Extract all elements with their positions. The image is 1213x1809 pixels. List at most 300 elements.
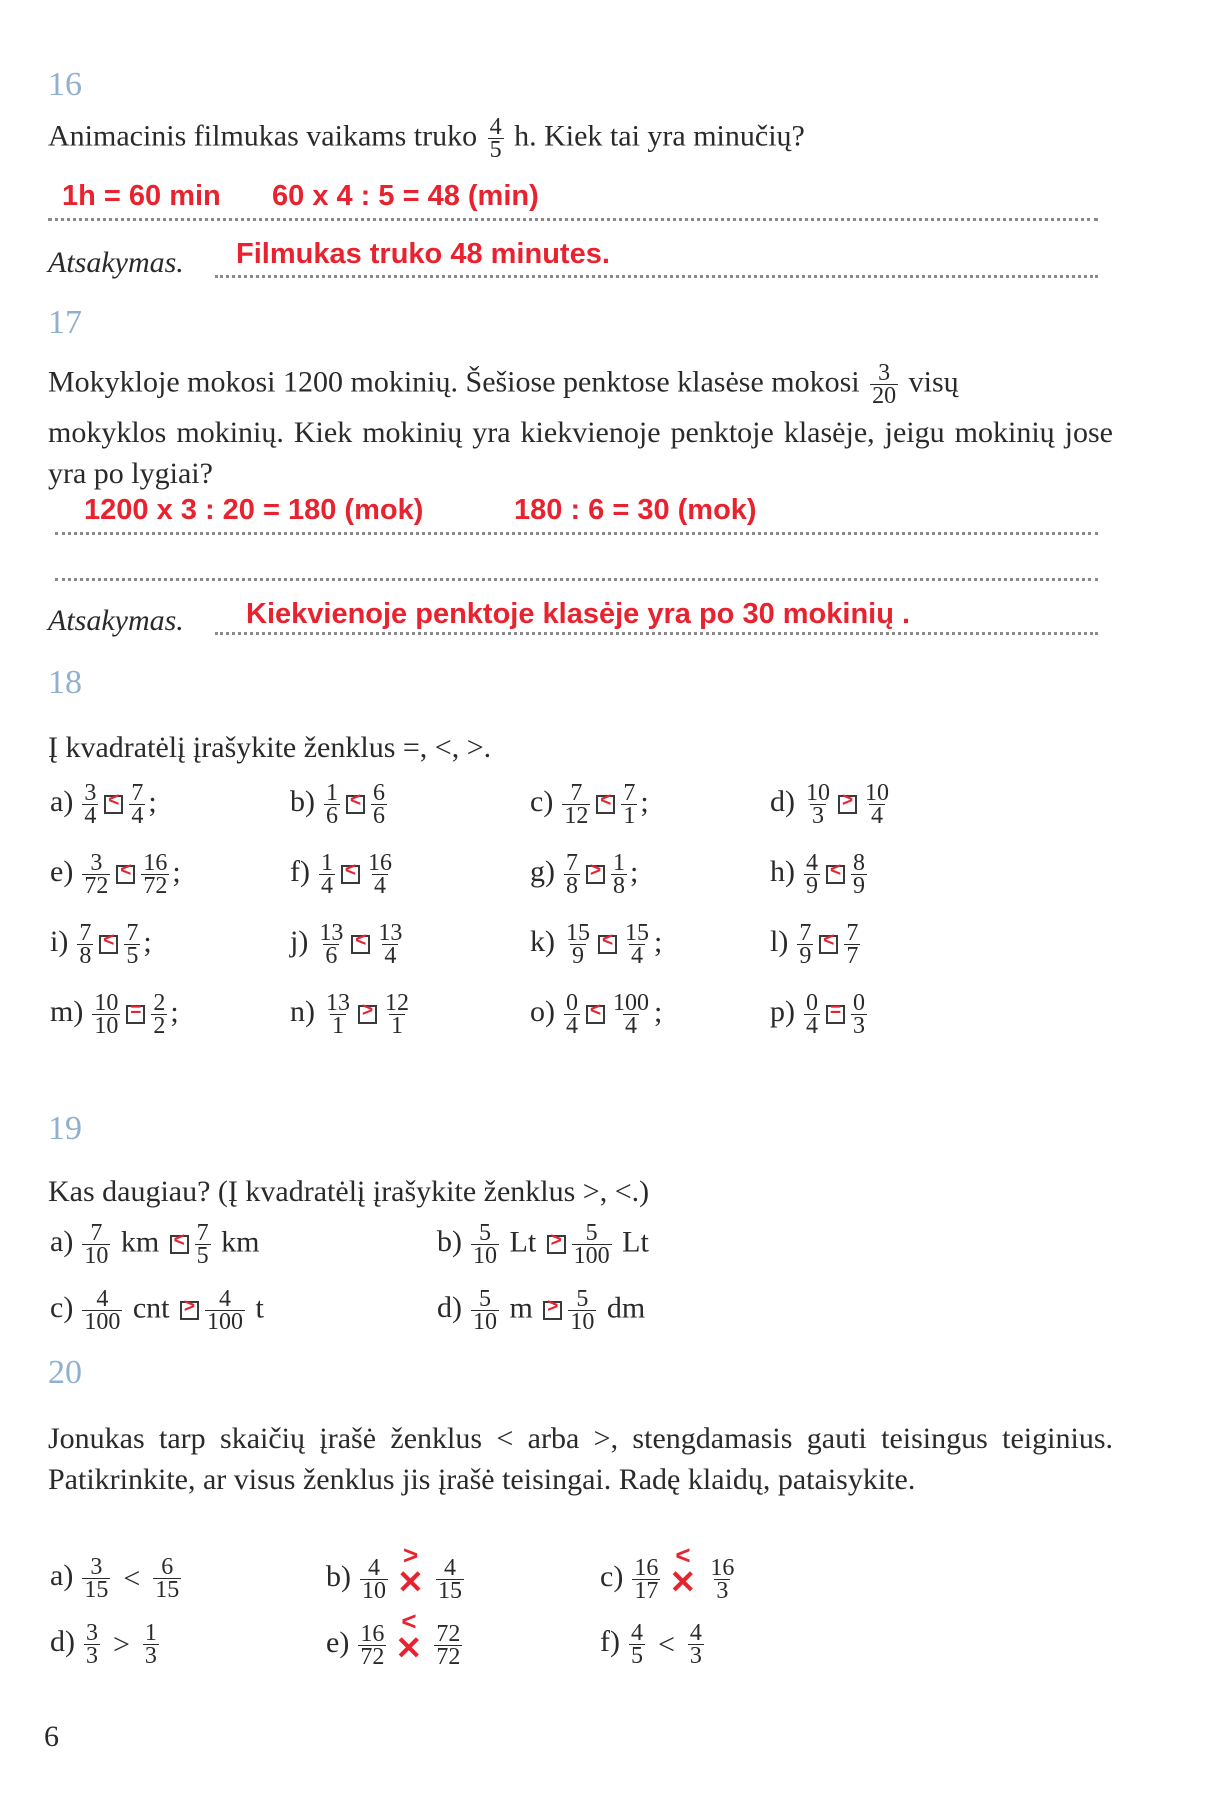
punctuation: ; <box>143 925 152 959</box>
answer-box <box>838 790 857 814</box>
denominator: 4 <box>320 873 333 899</box>
item-label: d) <box>770 785 795 819</box>
answer-box <box>586 1000 605 1024</box>
denominator: 3 <box>716 1577 729 1604</box>
fraction <box>82 1556 110 1601</box>
denominator: 4 <box>806 1013 818 1039</box>
handwritten-sign: < <box>823 930 835 951</box>
comparison-sign: < <box>657 1627 675 1661</box>
numerator: 12 <box>385 990 409 1016</box>
item-label: d) <box>437 1291 462 1325</box>
fraction <box>376 922 404 967</box>
denominator: 9 <box>572 943 584 969</box>
item-label: c) <box>50 1291 74 1325</box>
fraction <box>629 1622 645 1667</box>
handwritten-sign: < <box>601 930 614 951</box>
fraction <box>141 852 169 897</box>
answer-box <box>346 790 365 814</box>
fraction <box>84 1622 100 1667</box>
numerator: 3 <box>90 1554 103 1580</box>
denominator: 5 <box>630 1643 643 1669</box>
fraction <box>143 1622 159 1667</box>
handwritten-sign: < <box>120 860 132 881</box>
denominator: 100 <box>206 1309 243 1335</box>
problem-16-text <box>48 116 805 161</box>
comparison-item <box>530 922 662 967</box>
problem-17-line-1 <box>48 362 1113 407</box>
problem-16-number: 16 <box>48 66 82 103</box>
item-label: b) <box>326 1559 351 1593</box>
problem-19-instruction: Kas daugiau? (Į kvadratėlį įrašykite ženklus >, <.) <box>48 1175 650 1208</box>
cross-mark-icon: ✕ <box>397 1564 424 1600</box>
numerator: 7 <box>799 920 812 946</box>
fraction <box>844 922 860 967</box>
comparison-item <box>290 922 407 967</box>
comparison-item <box>50 1222 260 1267</box>
denominator: 6 <box>326 803 338 829</box>
comparison-item <box>50 1288 264 1333</box>
denominator: 15 <box>84 1577 109 1603</box>
fraction <box>564 992 580 1037</box>
denominator: 10 <box>473 1243 497 1269</box>
handwritten-sign: < <box>600 790 612 811</box>
item-label: e) <box>326 1625 350 1659</box>
answer-box <box>180 1296 199 1320</box>
handwritten-sign: < <box>349 790 362 811</box>
item-label: a) <box>50 1225 74 1259</box>
denominator: 3 <box>853 1013 865 1039</box>
denominator: 9 <box>799 943 812 969</box>
item-label: o) <box>530 995 555 1029</box>
fraction <box>623 922 651 967</box>
handwritten-work-2: 180 : 6 = 30 (mok) <box>514 494 757 526</box>
punctuation: ; <box>654 925 663 959</box>
numerator: 7 <box>196 1220 209 1246</box>
numerator: 7 <box>90 1220 103 1246</box>
numerator: 1 <box>320 850 333 876</box>
problem-16-text-end: h. Kiek tai yra minučių? <box>514 119 805 153</box>
page-number: 6 <box>44 1720 59 1753</box>
comparison-item <box>437 1288 645 1333</box>
punctuation: ; <box>640 785 649 819</box>
comparison-item <box>50 992 179 1037</box>
numerator: 0 <box>853 990 865 1016</box>
denominator: 72 <box>360 1643 385 1670</box>
handwritten-sign: > <box>589 860 602 881</box>
answer-box <box>598 930 617 954</box>
handwritten-sign: < <box>829 860 842 881</box>
comparison-item <box>600 1622 707 1667</box>
fraction <box>562 782 590 827</box>
numerator: 15 <box>625 920 649 946</box>
fraction <box>92 992 120 1037</box>
problem-18-number: 18 <box>48 664 82 701</box>
fraction <box>564 852 580 897</box>
comparison-sign: > <box>113 1627 130 1661</box>
item-label: a) <box>50 785 74 819</box>
problem-16-text-start: Animacinis filmukas vaikams truko <box>48 119 478 153</box>
denominator: 10 <box>84 1243 109 1269</box>
handwritten-sign: < <box>173 1230 185 1251</box>
answer-label: Atsakymas. <box>48 246 184 279</box>
unit: m <box>502 1291 541 1325</box>
numerator: 16 <box>360 1620 385 1647</box>
numerator: 7 <box>623 780 636 806</box>
punctuation: ; <box>654 995 663 1029</box>
item-label: d) <box>50 1625 75 1659</box>
handwritten-sign: < <box>589 1000 602 1021</box>
numerator: 3 <box>84 780 97 806</box>
denominator: 6 <box>325 943 338 969</box>
unit: cnt <box>125 1291 177 1325</box>
numerator: 16 <box>143 850 168 876</box>
denominator: 8 <box>566 873 578 899</box>
comparison-item <box>770 852 870 897</box>
fraction <box>358 1620 386 1670</box>
correction-sign: < <box>675 1540 691 1570</box>
handwritten-sign: > <box>841 790 854 811</box>
item-label: a) <box>50 1559 74 1593</box>
numerator: 13 <box>326 990 350 1016</box>
comparison-item <box>530 852 638 897</box>
denominator: 20 <box>872 383 897 409</box>
denominator: 1 <box>623 803 636 829</box>
item-label: b) <box>290 785 315 819</box>
item-label: b) <box>437 1225 462 1259</box>
item-label: i) <box>50 925 69 959</box>
comparison-item <box>290 992 414 1037</box>
punctuation: ; <box>630 855 639 889</box>
item-label: l) <box>770 925 789 959</box>
numerator: 7 <box>566 850 578 876</box>
fraction <box>564 922 592 967</box>
fraction <box>151 992 167 1037</box>
fraction <box>82 852 110 897</box>
denominator: 4 <box>84 803 97 829</box>
numerator: 6 <box>373 780 385 806</box>
denominator: 2 <box>153 1013 166 1039</box>
item-label: p) <box>770 995 795 1029</box>
handwritten-sign: = <box>130 1000 142 1021</box>
numerator: 0 <box>566 990 578 1016</box>
fraction <box>851 852 867 897</box>
numerator: 4 <box>444 1554 456 1581</box>
fraction <box>82 782 98 827</box>
comparison-item <box>50 1556 184 1601</box>
numerator: 5 <box>479 1220 491 1246</box>
denominator: 10 <box>570 1309 595 1335</box>
denominator: 5 <box>126 943 139 969</box>
numerator: 4 <box>368 1554 380 1581</box>
denominator: 100 <box>573 1243 610 1269</box>
unit: t <box>247 1291 264 1325</box>
fraction <box>688 1622 704 1667</box>
fraction <box>434 1620 462 1670</box>
fraction <box>611 852 627 897</box>
denominator: 100 <box>84 1309 121 1335</box>
numerator: 5 <box>479 1286 491 1312</box>
comparison-item <box>770 922 863 967</box>
denominator: 10 <box>362 1577 386 1604</box>
denominator: 8 <box>79 943 92 969</box>
numerator: 3 <box>878 360 891 386</box>
handwritten-sign: > <box>550 1230 562 1251</box>
comparison-item <box>50 782 157 827</box>
numerator: 3 <box>86 1620 98 1646</box>
denominator: 3 <box>86 1643 98 1669</box>
answer-box <box>358 1000 377 1024</box>
item-label: m) <box>50 995 84 1029</box>
numerator: 1 <box>326 780 338 806</box>
handwritten-sign: < <box>344 860 357 881</box>
correction-sign: > <box>403 1540 419 1570</box>
unit: km <box>113 1225 167 1259</box>
numerator: 5 <box>576 1286 589 1312</box>
numerator: 4 <box>489 114 502 140</box>
problem-20-number: 20 <box>48 1354 82 1391</box>
dotted-line <box>215 275 1098 278</box>
fraction <box>129 782 145 827</box>
punctuation: ; <box>148 785 157 819</box>
handwritten-sign: > <box>547 1296 559 1317</box>
item-label: g) <box>530 855 555 889</box>
comparison-item <box>290 852 397 897</box>
fraction <box>863 782 891 827</box>
comparison-item <box>326 1606 465 1670</box>
dotted-line <box>215 632 1098 635</box>
denominator: 72 <box>143 873 168 899</box>
denominator: 9 <box>853 873 865 899</box>
fraction <box>205 1288 245 1333</box>
numerator: 16 <box>710 1554 735 1581</box>
fraction <box>621 782 637 827</box>
denominator: 9 <box>806 873 818 899</box>
fraction <box>471 1222 499 1267</box>
answer-box <box>116 860 135 884</box>
denominator: 5 <box>196 1243 209 1269</box>
fraction <box>366 852 394 897</box>
numerator: 10 <box>806 780 830 806</box>
fraction <box>324 782 340 827</box>
answer-box <box>826 860 845 884</box>
fraction <box>383 992 411 1037</box>
numerator: 4 <box>806 850 818 876</box>
comparison-item <box>290 782 390 827</box>
numerator: 3 <box>90 850 103 876</box>
comparison-item <box>530 782 649 827</box>
fraction <box>195 1222 211 1267</box>
numerator: 4 <box>218 1286 231 1312</box>
numerator: 7 <box>131 780 144 806</box>
comparison-item <box>50 1622 162 1667</box>
problem-17-text-rest: mokyklos mokinių. Kiek mokinių yra kiekvienoje penktoje klasėje, jeigu mokinių jose yra po lygiai? <box>48 416 1113 490</box>
numerator: 72 <box>436 1620 461 1647</box>
denominator: 8 <box>613 873 625 899</box>
item-label: e) <box>50 855 74 889</box>
fraction <box>82 1222 110 1267</box>
fraction <box>436 1554 464 1604</box>
fraction <box>572 1222 612 1267</box>
item-label: j) <box>290 925 309 959</box>
comparison-item <box>770 782 894 827</box>
numerator: 2 <box>153 990 166 1016</box>
comparison-item <box>50 922 152 967</box>
unit: Lt <box>614 1225 649 1259</box>
numerator: 100 <box>613 990 649 1016</box>
denominator: 10 <box>94 1013 119 1039</box>
fraction <box>851 992 867 1037</box>
problem-20-text: Jonukas tarp skaičių įrašė ženklus < arba >, stengdamasis gauti teisingus teiginius. Patikrinkite, ar visus ženklus jis įrašė teisingai. Radę klaidų, pataisykite. <box>48 1422 1113 1496</box>
denominator: 15 <box>155 1577 180 1603</box>
numerator: 7 <box>126 920 139 946</box>
numerator: 7 <box>846 920 859 946</box>
cross-mark-icon: ✕ <box>395 1630 423 1666</box>
cross-mark-icon: ✕ <box>669 1564 697 1600</box>
answer-box <box>341 860 360 884</box>
denominator: 1 <box>332 1013 344 1039</box>
denominator: 3 <box>689 1643 702 1669</box>
unit: km <box>213 1225 260 1259</box>
dotted-line <box>48 218 1098 221</box>
denominator: 3 <box>812 803 824 829</box>
fraction <box>471 1288 499 1333</box>
fraction <box>804 852 820 897</box>
dotted-line <box>55 578 1098 581</box>
denominator: 6 <box>373 803 385 829</box>
numerator: 4 <box>630 1620 643 1646</box>
numerator: 7 <box>570 780 583 806</box>
comparison-item <box>50 852 181 897</box>
fraction <box>708 1554 736 1604</box>
denominator: 1 <box>391 1013 403 1039</box>
handwritten-work-2: 60 x 4 : 5 = 48 (min) <box>272 180 539 212</box>
denominator: 4 <box>625 1013 637 1039</box>
denominator: 17 <box>634 1577 659 1604</box>
numerator: 8 <box>853 850 865 876</box>
fraction <box>360 1554 388 1604</box>
answer-box <box>170 1230 189 1254</box>
item-label: c) <box>600 1559 624 1593</box>
crossed-sign-correction <box>667 1540 701 1602</box>
fraction <box>568 1288 596 1333</box>
numerator: 4 <box>689 1620 702 1646</box>
handwritten-sign: = <box>829 1000 842 1021</box>
comparison-item <box>437 1222 649 1267</box>
handwritten-work-1: 1200 x 3 : 20 = 180 (mok) <box>84 494 424 526</box>
handwritten-answer: Filmukas truko 48 minutes. <box>236 238 610 270</box>
answer-box <box>126 1000 145 1024</box>
numerator: 13 <box>378 920 403 946</box>
numerator: 1 <box>144 1620 157 1646</box>
fraction <box>870 362 898 407</box>
handwritten-sign: < <box>103 930 115 951</box>
item-label: f) <box>600 1625 620 1659</box>
unit: dm <box>599 1291 646 1325</box>
handwritten-sign: > <box>361 1000 374 1021</box>
item-label: n) <box>290 995 315 1029</box>
answer-box <box>819 930 838 954</box>
denominator: 4 <box>373 873 386 899</box>
answer-box <box>586 860 605 884</box>
fraction <box>804 782 832 827</box>
problem-17-number: 17 <box>48 304 82 341</box>
denominator: 7 <box>846 943 859 969</box>
fraction <box>488 116 504 161</box>
denominator: 15 <box>438 1577 462 1604</box>
crossed-sign-correction <box>395 1540 429 1602</box>
denominator: 4 <box>384 943 397 969</box>
correction-sign: < <box>401 1606 417 1636</box>
numerator: 1 <box>613 850 625 876</box>
unit: Lt <box>502 1225 544 1259</box>
numerator: 4 <box>96 1286 109 1312</box>
numerator: 5 <box>585 1220 598 1246</box>
denominator: 5 <box>489 137 502 163</box>
item-label: f) <box>290 855 310 889</box>
fraction <box>797 922 813 967</box>
handwritten-sign: < <box>355 930 367 951</box>
denominator: 72 <box>84 873 109 899</box>
fraction <box>77 922 93 967</box>
problem-17-text-mid: visų <box>908 365 959 399</box>
fraction <box>82 1288 122 1333</box>
fraction <box>124 922 140 967</box>
punctuation: ; <box>172 855 181 889</box>
fraction <box>804 992 820 1037</box>
numerator: 10 <box>865 780 889 806</box>
fraction <box>611 992 651 1037</box>
answer-box <box>104 790 123 814</box>
numerator: 7 <box>79 920 92 946</box>
denominator: 4 <box>131 803 144 829</box>
numerator: 6 <box>161 1554 174 1580</box>
fraction <box>319 852 335 897</box>
comparison-sign: < <box>123 1561 141 1595</box>
fraction <box>324 992 352 1037</box>
denominator: 10 <box>473 1309 497 1335</box>
numerator: 0 <box>806 990 818 1016</box>
answer-box <box>596 790 615 814</box>
fraction <box>632 1554 660 1604</box>
fraction <box>153 1556 181 1601</box>
handwritten-answer: Kiekvienoje penktoje klasėje yra po 30 mokinių . <box>246 598 911 630</box>
comparison-item <box>326 1540 467 1604</box>
denominator: 3 <box>144 1643 157 1669</box>
denominator: 4 <box>631 943 643 969</box>
answer-box <box>351 930 370 954</box>
problem-17-text-start: Mokykloje mokosi 1200 mokinių. Šešiose penktose klasėse mokosi <box>48 365 860 399</box>
answer-label: Atsakymas. <box>48 604 184 637</box>
answer-box <box>826 1000 845 1024</box>
denominator: 72 <box>436 1643 461 1670</box>
answer-box <box>547 1230 566 1254</box>
handwritten-sign: < <box>108 790 120 811</box>
denominator: 4 <box>871 803 883 829</box>
fraction <box>371 782 387 827</box>
handwritten-sign: > <box>183 1296 196 1317</box>
item-label: c) <box>530 785 554 819</box>
numerator: 16 <box>367 850 392 876</box>
handwritten-work-1: 1h = 60 min <box>62 180 221 212</box>
punctuation: ; <box>170 995 179 1029</box>
numerator: 10 <box>94 990 119 1016</box>
problem-18-instruction: Į kvadratėlį įrašykite ženklus =, <, >. <box>48 731 492 764</box>
denominator: 4 <box>566 1013 578 1039</box>
comparison-item <box>600 1540 739 1604</box>
answer-box <box>543 1296 562 1320</box>
numerator: 13 <box>319 920 344 946</box>
numerator: 15 <box>566 920 590 946</box>
